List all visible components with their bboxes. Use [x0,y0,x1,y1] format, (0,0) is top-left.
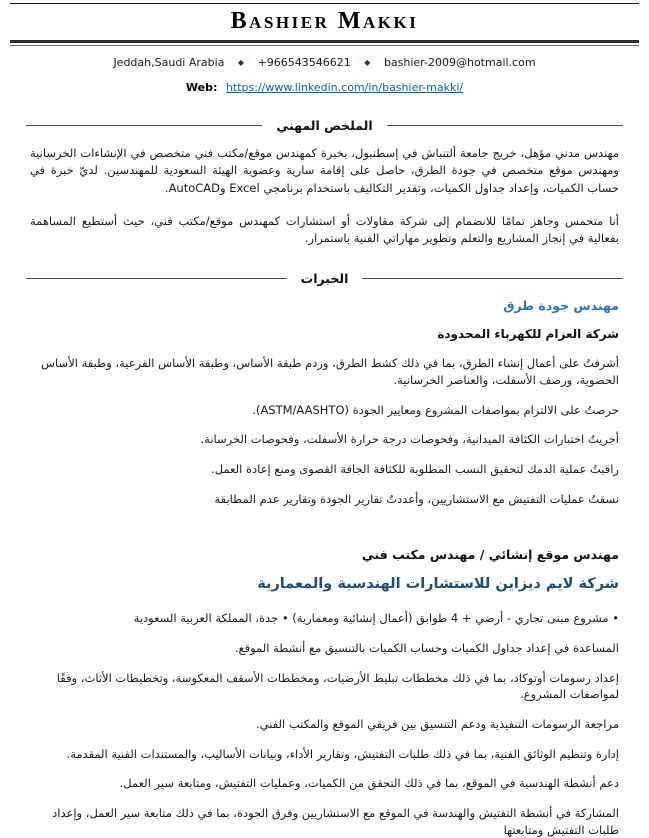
diamond-separator-icon: ◆ [237,58,245,67]
phone-text: +966543546621 [257,56,351,69]
job-title: مهندس جودة طرق [503,298,619,314]
header-divider [10,40,639,46]
summary-content [0,145,649,247]
duty-line: المشاركة في أنشطة التفتيش والهندسة في الموقع مع الاستشاريين وفرق الجودة، بما في ذلك متابعة سير العمل، وإعداد طلبات التفتيش ومتابعتها [52,805,619,837]
duty-line: حرصتُ على الالتزام بمواصفات المشروع ومعايير الجودة (ASTM/AASHTO). [252,402,619,417]
job-entry [30,298,619,507]
decorative-line [26,125,262,126]
job-entry [30,547,619,838]
duty-line: مراجعة الرسومات التنفيذية ودعم التنسيق بين فريقي الموقع والمكتب الفني. [255,716,619,731]
summary-paragraph: أنا متحمس وجاهز تمامًا للانضمام إلى شركة مقاولات أو استشارات كمهندس موقع/مكتب فني، حيث أستطيع المساهمة بفعالية في إنجاز المشاريع والتعلم وتطوير مهاراتي الفنية باستمرار. [30,213,619,245]
duty-line: إدارة وتنظيم الوثائق الفنية، بما في ذلك طلبات التفتيش، وتقارير الأداء، وبيانات الأساليب، والمستندات الفنية المقدمة. [66,746,619,761]
decorative-line [362,278,623,279]
duty-line: دعم أنشطة الهندسية في الموقع، بما في ذلك التحقق من الكميات، وعمليات التفتيش، ومتابعة سير العمل. [119,776,619,791]
company-name: شركة العزام للكهرباء المحدودة [437,327,619,342]
web-label: Web: [185,81,218,94]
section-summary-title: الملخص المهني [276,118,373,133]
web-line [0,81,649,94]
diamond-separator-icon: ◆ [364,58,371,67]
section-experience-title: الخبرات [300,271,349,287]
resume-document [0,3,649,837]
company-name: شركة لايم ديزاين للاستشارات الهندسية والمعمارية [257,576,619,593]
duty-line: أشرفتُ على أعمال إنشاء الطرق، بما في ذلك كشط الطرق، وردم طبقة الأساس، وطبقة الأساس الفرعية، وطبقة الأساس الحصوية، ورصف الأسفلت، والعناصر الخرسانية. [41,356,619,387]
decorative-line [387,125,623,126]
duty-line: المساعدة في إعداد جداول الكميات وحساب الكميات بالتنسيق مع أنشطة الموقع. [234,640,619,655]
experience-content [0,298,649,838]
duty-line: نسقتُ عمليات التفتيش مع الاستشاريين، وأعددتُ تقارير الجودة وتقارير عدم المطابقة [214,491,619,506]
job-title: مهندس موقع إنشائي / مهندس مكتب فني [361,547,619,563]
top-rule [10,3,639,4]
linkedin-link[interactable]: https://www.linkedin.com/in/bashier-makki/ [225,81,464,94]
duty-line: راقبتُ عملية الدمك لتحقيق النسب المطلوبة للكثافة الجافة القصوى ومنع إعادة العمل. [211,461,619,476]
decorative-line [26,278,287,279]
project-line: • مشروع مبنى تجاري - أرضي + 4 طوابق (أعمال إنشائية ومعمارية) • جدة، المملكة العربية السعودية [133,611,619,626]
email-text: bashier-2009@hotmail.com [383,56,536,69]
section-experience-header [26,271,623,286]
duty-line: إعداد رسومات أوتوكاد، بما في ذلك مخططات تبليط الأرضيات، ومخططات الأسقف المعكوسة، وتخطيطات الأثاث، وفقًا لمواصفات المشروع. [56,670,619,702]
contact-line [0,56,649,69]
location-text: Jeddah,Saudi Arabia [113,56,225,69]
section-summary-header [26,118,623,133]
candidate-name: Bashier Makki [230,8,419,34]
duty-line: أجريتُ اختبارات الكثافة الميدانية، وفحوصات درجة حرارة الأسفلت، وفحوصات الخرسانة. [200,432,619,447]
summary-paragraph: مهندس مدني مؤهل، خريج جامعة ألتنباش في إسطنبول، بخبرة كمهندس موقع/مكتب فني متخصص في الإنشاءات الخرسانية ومهندس موقع متخصص في جودة الطرق، حاصل على إقامة سارية وعضوية الهيئة السعودية للمهندسين. لديّ خبرة في حساب الكميات، وإعداد جداول الكميات، وتقدير التكاليف باستخدام برنامجي Excel وAutoCAD. [30,146,619,195]
